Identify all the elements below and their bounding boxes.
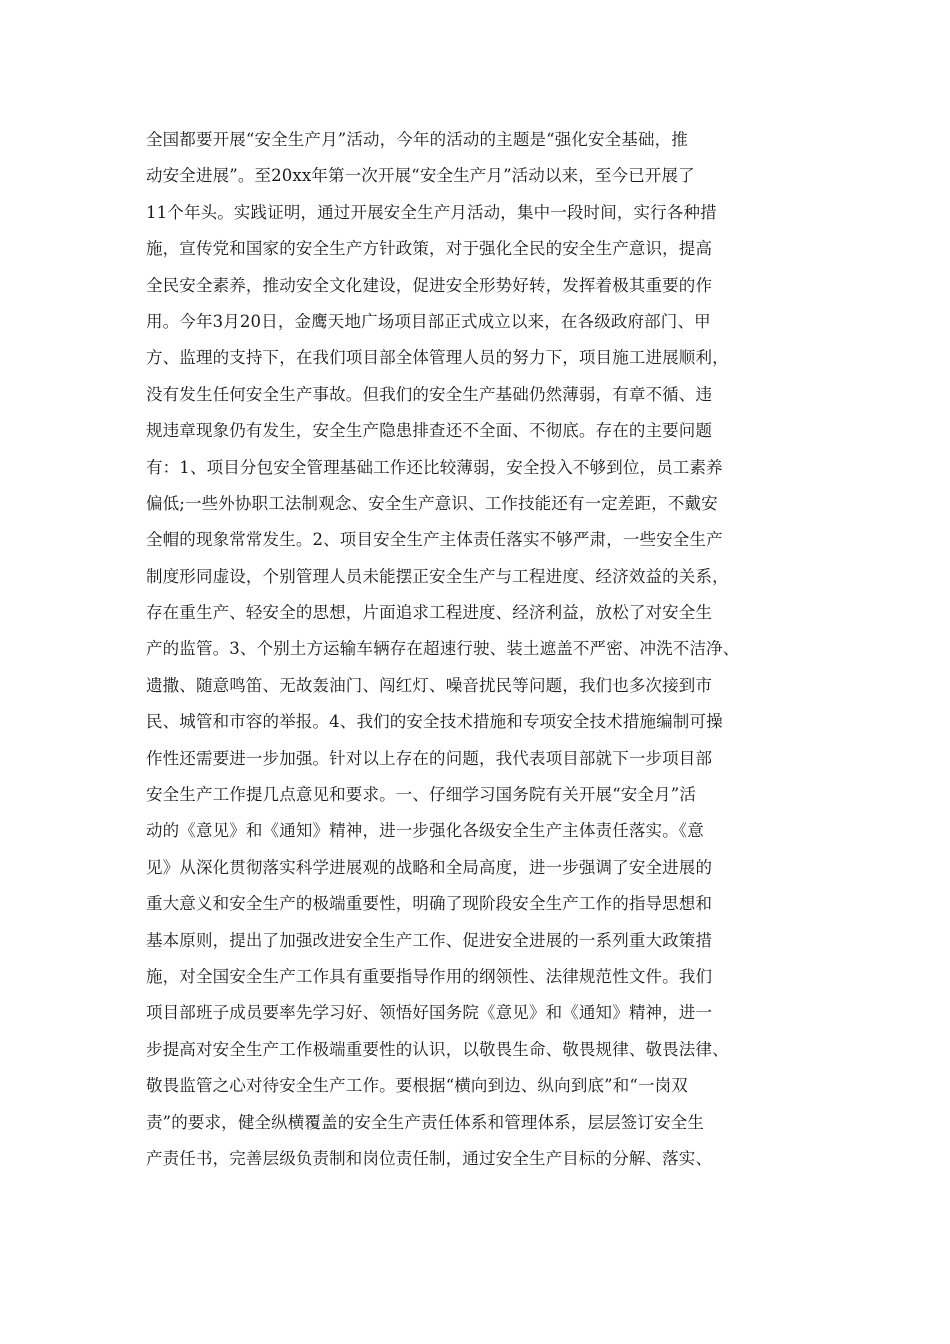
- text-line: 施，宣传党和国家的安全生产方针政策，对于强化全民的安全生产意识，提高: [146, 239, 713, 259]
- text-line: 安全生产工作提几点意见和要求。一、仔细学习国务院有关开展“安全月”活: [146, 785, 696, 805]
- text-line: 重大意义和安全生产的极端重要性，明确了现阶段安全生产工作的指导思想和: [146, 894, 713, 914]
- text-line: 全民安全素养，推动安全文化建设，促进安全形势好转，发挥着极其重要的作: [146, 275, 713, 295]
- text-line: 方、监理的支持下，在我们项目部全体管理人员的努力下，项目施工进展顺利，: [146, 348, 729, 368]
- text-line: 步提高对安全生产工作极端重要性的认识，以敬畏生命、敬畏规律、敬畏法律、: [146, 1039, 729, 1059]
- text-line: 偏低;一些外协职工法制观念、安全生产意识、工作技能还有一定差距，不戴安: [146, 493, 718, 513]
- body-text: [146, 122, 806, 1177]
- text-line: 基本原则，提出了加强改进安全生产工作、促进安全进展的一系列重大政策措: [146, 930, 713, 950]
- text-line: 没有发生任何安全生产事故。但我们的安全生产基础仍然薄弱，有章不循、违: [146, 384, 713, 404]
- text-line: 民、城管和市容的举报。4、我们的安全技术措施和专项安全技术措施编制可操: [146, 712, 723, 732]
- text-line: 见》从深化贯彻落实科学进展观的战略和全局高度，进一步强调了安全进展的: [146, 857, 713, 877]
- text-line: 责”的要求，健全纵横覆盖的安全生产责任体系和管理体系，层层签订安全生: [146, 1112, 705, 1132]
- text-line: 项目部班子成员要率先学习好、领悟好国务院《意见》和《通知》精神，进一: [146, 1003, 713, 1023]
- text-line: 动安全进展”。至20xx年第一次开展“安全生产月”活动以来，至今已开展了: [146, 166, 695, 186]
- text-line: 全国都要开展“安全生产月”活动，今年的活动的主题是“强化安全基础，推: [146, 130, 688, 149]
- text-line: 产责任书，完善层级负责制和岗位责任制，通过安全生产目标的分解、落实、: [146, 1148, 713, 1168]
- text-line: 敬畏监管之心对待安全生产工作。要根据“横向到边、纵向到底”和“一岗双: [146, 1076, 688, 1096]
- text-line: 产的监管。3、个别土方运输车辆存在超速行驶、装土遮盖不严密、冲洗不洁净、: [146, 639, 740, 659]
- text-line: 11个年头。实践证明，通过开展安全生产月活动，集中一段时间，实行各种措: [146, 202, 717, 222]
- text-line: 用。今年3月20日，金鹰天地广场项目部正式成立以来，在各级政府部门、甲: [146, 311, 711, 331]
- text-line: 遗撒、随意鸣笛、无故轰油门、闯红灯、噪音扰民等问题，我们也多次接到市: [146, 675, 713, 695]
- text-line: 施，对全国安全生产工作具有重要指导作用的纲领性、法律规范性文件。我们: [146, 966, 713, 986]
- text-line: 全帽的现象常常发生。2、项目安全生产主体责任落实不够严肃，一些安全生产: [146, 530, 723, 550]
- text-line: 规违章现象仍有发生，安全生产隐患排查还不全面、不彻底。存在的主要问题: [146, 421, 713, 441]
- text-line: 有：1、项目分包安全管理基础工作还比较薄弱，安全投入不够到位，员工素养: [146, 457, 723, 477]
- text-line: 制度形同虚设，个别管理人员未能摆正安全生产与工程进度、经济效益的关系，: [146, 566, 729, 586]
- text-line: 动的《意见》和《通知》精神，进一步强化各级安全生产主体责任落实。《意: [146, 821, 704, 841]
- text-line: 作性还需要进一步加强。针对以上存在的问题，我代表项目部就下一步项目部: [146, 748, 713, 768]
- text-line: 存在重生产、轻安全的思想，片面追求工程进度、经济利益，放松了对安全生: [146, 603, 713, 623]
